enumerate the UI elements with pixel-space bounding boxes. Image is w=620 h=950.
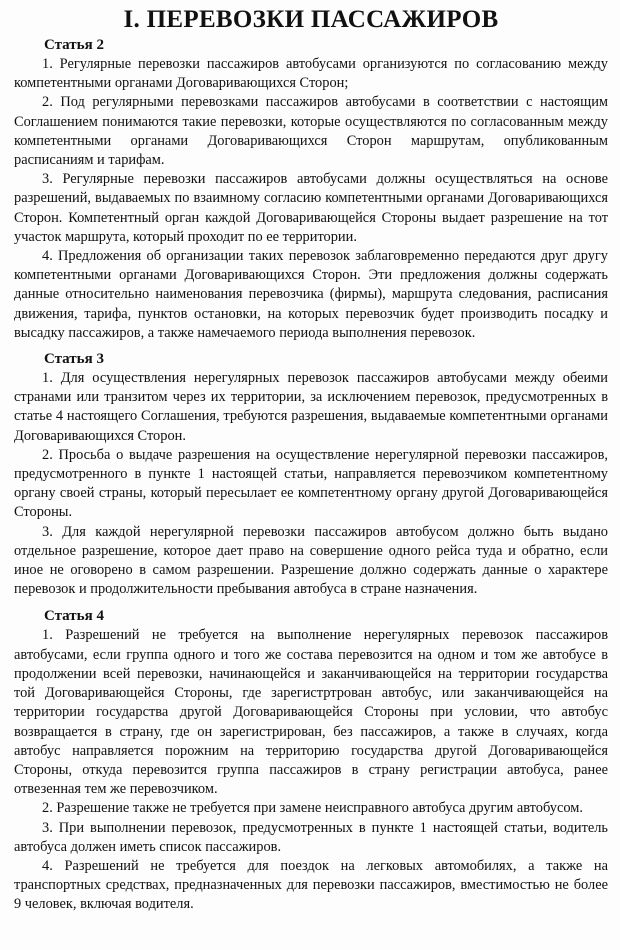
article-2 (14, 36, 608, 343)
article-4-paragraph-2: 2. Разрешение также не требуется при замене неисправного автобуса другим автобусом. (42, 800, 583, 817)
article-4-paragraph-3: 3. При выполнении перевозок, предусмотренных в пункте 1 настоящей статьи, водитель автобуса должен иметь список пассажиров. (14, 819, 608, 855)
article-3-paragraph-2: 2. Просьба о выдаче разрешения на осуществление нерегулярной перевозки пассажиров, предусмотренного в пункте 1 настоящей статьи, направляется перевозчиком компетентному органу своей страны, который пересылает ее компетентному органу другой Договаривающейся Стороны. (14, 446, 608, 521)
article-4-paragraph-4: 4. Разрешений не требуется для поездок на легковых автомобилях, а также на транспортных средствах, предназначенных для перевозки пассажиров, вместимостью не более 9 человек, включая водителя. (14, 857, 608, 913)
page-title: I. ПЕРЕВОЗКИ ПАССАЖИРОВ (123, 6, 499, 33)
article-3-paragraph-1: 1. Для осуществления нерегулярных перевозок пассажиров автобусами между обеими странами или транзитом через их территории, за исключением перевозок, предусмотренных в статье 4 настоящего Соглашения, требуются разрешения, выдаваемые компетентными органами Договаривающихся Сторон. (14, 370, 608, 444)
article-heading: Статья 4 (44, 608, 104, 625)
article-4 (14, 607, 608, 914)
article-2-paragraph-3: 3. Регулярные перевозки пассажиров автобусами должны осуществляться на основе разрешений, выдаваемых по взаимному согласию компетентными органами Договаривающихся Сторон. Компетентный орган каждой Договаривающейся Стороны выдает разрешение на тот участок маршрута, который проходит по ее территории. (14, 171, 608, 245)
article-heading: Статья 3 (44, 351, 104, 368)
article-3 (14, 350, 608, 599)
article-heading: Статья 2 (44, 37, 104, 53)
article-2-paragraph-1: 1. Регулярные перевозки пассажиров автобусами организуются по согласованию между компетентными органами Договаривающихся Сторон; (14, 56, 608, 92)
article-3-paragraph-3: 3. Для каждой нерегулярной перевозки пассажиров автобусом должно быть выдано отдельное разрешение, которое дает право на совершение одного рейса туда и обратно, если иное не оговорено в самом разрешении. Разрешение должно содержать данные о характере перевозок и продолжительности пребывания автобуса в стране назначения. (14, 523, 608, 598)
article-4-paragraph-1: 1. Разрешений не требуется на выполнение нерегулярных перевозок пассажиров автобусами, если группа одного и того же состава перевозится на одном и том же автобусе в продолжении всей перевозки, начинающейся и заканчивающейся на территории государства той Договаривающейся Стороны, где зарегистртрован автобус, или заканчивающейся на территории государства другой Договаривающейся Стороны при условии, что автобус возвращается в страну, где он зарегистрирован, без пассажиров, а также в случаях, когда автобус направляется порожним на территорию государства другой Договаривающейся Стороны, откуда перевозится группа пассажиров в страну регистрации автобуса, ранее отвезенная тем же перевозчиком. (14, 627, 608, 798)
article-2-paragraph-2: 2. Под регулярными перевозками пассажиров автобусами в соответствии с настоящим Соглашением понимаются такие перевозки, которые осуществляются по согласованным между компетентными органами Договаривающихся Сторон маршрутам, опубликованным расписаниям и тарифам. (14, 94, 608, 169)
article-2-paragraph-4: 4. Предложения об организации таких перевозок заблаговременно передаются друг другу компетентными органами Договаривающихся Сторон. Эти предложения должны содержать данные относительно наименования перевозчика (фирмы), маршрута следования, расписания движения, тарифа, пунктов остановки, на которых перевозчик будет производить посадку и высадку пассажиров, а также намечаемого периода выполнения перевозок. (14, 248, 608, 341)
